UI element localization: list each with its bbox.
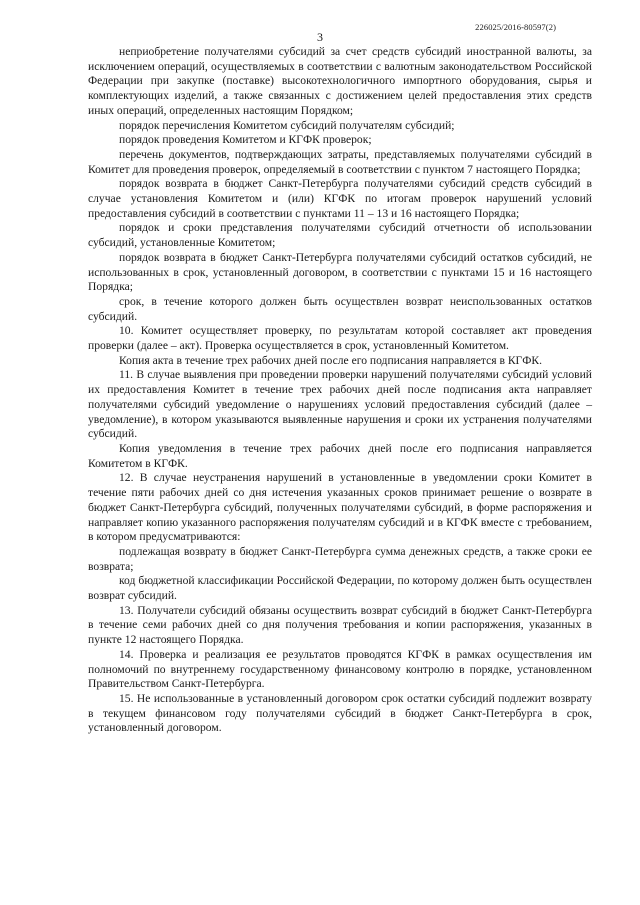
page-number: 3 bbox=[317, 30, 323, 44]
paragraph-act-copy: Копия акта в течение трех рабочих дней после его подписания направляется в КГФК. bbox=[119, 353, 543, 367]
document-body bbox=[88, 45, 592, 736]
paragraph-inspection-procedure: порядок проведения Комитетом и КГФК проверок; bbox=[119, 133, 372, 147]
paragraph-return-deadline: срок, в течение которого должен быть осуществлен возврат неиспользованных остатков субсидий. bbox=[88, 294, 592, 323]
paragraph-documents-list: перечень документов, подтверждающих затраты, представляемых получателями субсидий в Комитет для проведения проверок, определяемый в соответствии с пунктом 7 настоящего Порядка; bbox=[88, 147, 592, 176]
paragraph-reporting: порядок и сроки представления получателями субсидий отчетности об использовании субсидий, установленные Комитетом; bbox=[88, 221, 592, 250]
paragraph-item-14: 14. Проверка и реализация ее результатов проводятся КГФК в рамках осуществления им полномочий по внутреннему государственному финансовому контролю в порядке, установленном Правительством Санкт-Петербурга. bbox=[88, 647, 592, 691]
paragraph-item-10: 10. Комитет осуществляет проверку, по результатам которой составляет акт проведения проверки (далее – акт). Проверка осуществляется в срок, установленный Комитетом. bbox=[88, 324, 592, 353]
document-code: 226025/2016-80597(2) bbox=[475, 22, 556, 32]
paragraph-item-11: 11. В случае выявления при проведении проверки нарушений получателями субсидий условий их предоставления Комитет в течение трех рабочих дней после подписания акта направляет получателями субсидий уведомление о нарушениях условий предоставления субсидий (далее – уведомление), в котором указываются выявленные нарушения и сроки их устранения получателями субсидий. bbox=[88, 368, 592, 441]
paragraph-return-on-violation: порядок возврата в бюджет Санкт-Петербурга получателями субсидий средств субсидий в случае установления Комитетом и (или) КГФК по итогам проверок нарушений условий предоставления субсидий в соответствии с пунктами 11 – 13 и 16 настоящего Порядка; bbox=[88, 177, 592, 220]
paragraph-return-of-balances: порядок возврата в бюджет Санкт-Петербурга получателями субсидий остатков субсидий, не использованных в срок, установленный договором, в соответствии с пунктами 15 и 16 настоящего Порядка; bbox=[88, 250, 592, 294]
paragraph-item-13: 13. Получатели субсидий обязаны осуществить возврат субсидий в бюджет Санкт-Петербурга в течение семи рабочих дней со дня получения требования и копии распоряжения, указанных в пункте 12 настоящего Порядка. bbox=[88, 603, 592, 647]
paragraph-notification-copy: Копия уведомления в течение трех рабочих дней после его подписания направляется Комитетом в КГФК. bbox=[88, 441, 592, 470]
paragraph-item-15: 15. Не использованные в установленный договором срок остатки субсидий подлежит возврату в текущем финансовом году получателями субсидий в бюджет Санкт-Петербурга в срок, установленный договором. bbox=[88, 691, 592, 735]
paragraph-currency-restriction: неприобретение получателями субсидий за счет средств субсидий иностранной валюты, за исключением операций, осуществляемых в соответствии с валютным законодательством Российской Федерации при закупке (поставке) высокотехнологичного импортного оборудования, сырья и комплектующих изделий, а также связанных с достижением целей предоставления этих средств иных операций, определенных настоящим Порядком; bbox=[88, 45, 592, 117]
paragraph-amount-to-return: подлежащая возврату в бюджет Санкт-Петербурга сумма денежных средств, а также сроки ее возврата; bbox=[88, 544, 592, 573]
paragraph-transfer-procedure: порядок перечисления Комитетом субсидий получателям субсидий; bbox=[119, 118, 455, 132]
paragraph-budget-code: код бюджетной классификации Российской Федерации, по которому должен быть осуществлен возврат субсидий. bbox=[88, 574, 592, 603]
paragraph-item-12: 12. В случае неустранения нарушений в установленные в уведомлении сроки Комитет в течение пяти рабочих дней со дня истечения указанных сроков принимает решение о возврате в бюджет Санкт-Петербурга субсидий, полученных получателями субсидий, в форме распоряжения и направляет копию указанного распоряжения получателям субсидий и в КГФК вместе с требованием, в котором предусматриваются: bbox=[88, 471, 592, 544]
